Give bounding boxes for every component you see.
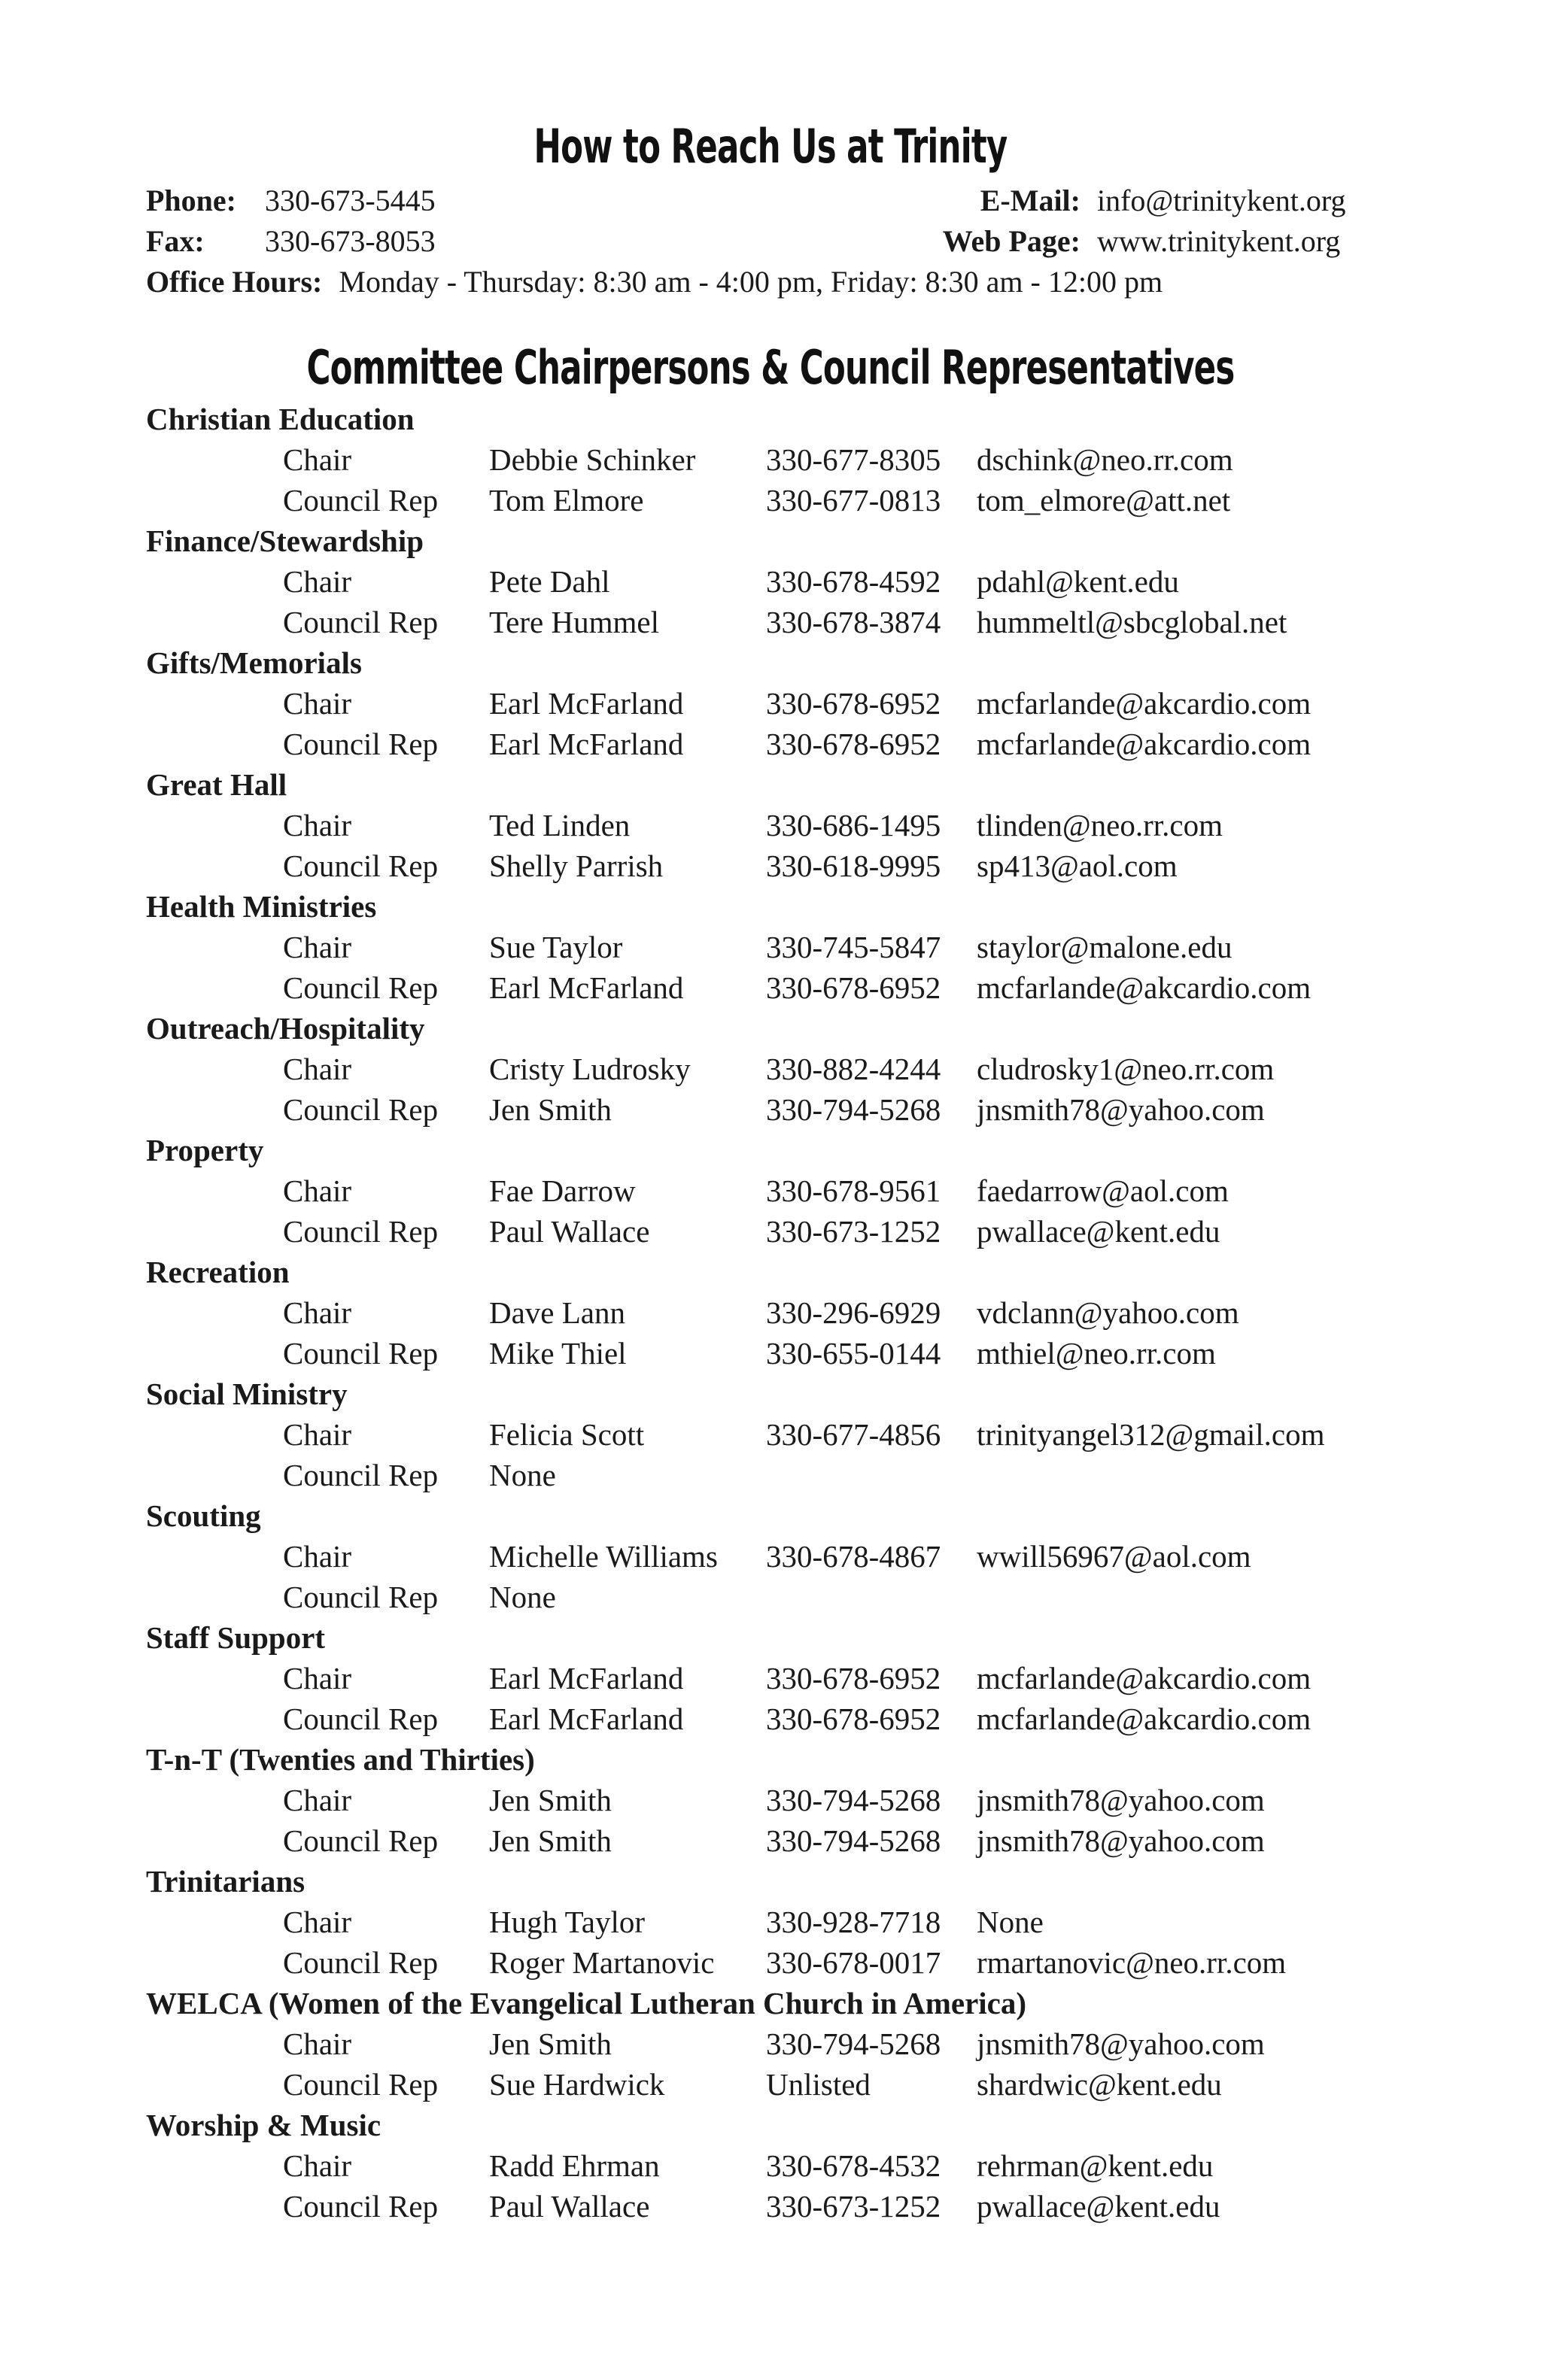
entry-phone: 330-794-5268 <box>766 2026 941 2061</box>
committee-entry <box>146 1414 1425 1455</box>
entry-person-name: Ted Linden <box>489 808 631 842</box>
entry-phone: 330-678-6952 <box>766 686 941 721</box>
committee-group <box>146 1130 1425 1252</box>
committee-entry <box>146 1780 1425 1820</box>
entry-email[interactable]: jnsmith78@yahoo.com <box>977 1823 1265 1858</box>
entry-phone: 330-678-0017 <box>766 1945 941 1980</box>
entry-role: Council Rep <box>283 1823 439 1858</box>
entry-phone: Unlisted <box>766 2067 871 2102</box>
entry-email[interactable]: tom_elmore@att.net <box>977 483 1231 518</box>
entry-phone: 330-678-4532 <box>766 2148 941 2183</box>
committee-name: Social Ministry <box>146 1377 348 1411</box>
entry-phone: 330-673-1252 <box>766 1214 941 1249</box>
entry-phone: 330-678-6952 <box>766 727 941 761</box>
committee-entry <box>146 1089 1425 1130</box>
entry-person-name: Debbie Schinker <box>489 442 696 477</box>
entry-email[interactable]: wwill56967@aol.com <box>977 1539 1251 1574</box>
committee-name: Health Ministries <box>146 889 377 924</box>
entry-role: Council Rep <box>283 1458 439 1492</box>
entry-email[interactable]: cludrosky1@neo.rr.com <box>977 1052 1275 1086</box>
entry-phone: 330-677-8305 <box>766 442 941 477</box>
entry-phone: 330-678-4867 <box>766 1539 941 1574</box>
entry-role: Council Rep <box>283 848 439 883</box>
contact-row-hours <box>146 262 1365 302</box>
entry-person-name: Fae Darrow <box>489 1173 636 1208</box>
committee-entry <box>146 439 1425 480</box>
committee-entry <box>146 1211 1425 1252</box>
entry-email[interactable]: faedarrow@aol.com <box>977 1173 1229 1208</box>
entry-role: Council Rep <box>283 1580 439 1614</box>
entry-email[interactable]: mthiel@neo.rr.com <box>977 1336 1216 1371</box>
committee-entry <box>146 1820 1425 1861</box>
committee-entry <box>146 1902 1425 1942</box>
entry-person-name: Tere Hummel <box>489 605 659 639</box>
email-label: E-Mail: <box>980 184 1081 217</box>
entry-role: Chair <box>283 808 352 842</box>
committee-entry <box>146 724 1425 764</box>
committee-group <box>146 642 1425 764</box>
entry-role: Chair <box>283 442 352 477</box>
committee-name: Staff Support <box>146 1620 326 1655</box>
entry-role: Council Rep <box>283 1945 439 1980</box>
entry-role: Council Rep <box>283 970 439 1005</box>
entry-role: Council Rep <box>283 1702 439 1736</box>
committee-entry <box>146 2064 1425 2105</box>
committee-group <box>146 1739 1425 1861</box>
entry-person-name: Jen Smith <box>489 1823 612 1858</box>
entry-email[interactable]: pwallace@kent.edu <box>977 1214 1220 1249</box>
entry-phone: 330-882-4244 <box>766 1052 941 1086</box>
entry-phone: 330-655-0144 <box>766 1336 941 1371</box>
committee-entry <box>146 1292 1425 1333</box>
committee-name: Great Hall <box>146 767 287 802</box>
committees-title: Committee Chairpersons & Council Representatives <box>306 340 1235 395</box>
entry-person-name: Cristy Ludrosky <box>489 1052 691 1086</box>
committee-entry <box>146 2023 1425 2064</box>
committee-entry <box>146 2145 1425 2186</box>
committee-name: Gifts/Memorials <box>146 645 362 680</box>
entry-person-name: Hugh Taylor <box>489 1905 646 1939</box>
entry-phone: 330-678-3874 <box>766 605 941 639</box>
fax-label: Fax: <box>146 224 205 258</box>
entry-person-name: Felicia Scott <box>489 1417 645 1452</box>
entry-phone: 330-678-4592 <box>766 564 941 599</box>
entry-person-name: Jen Smith <box>489 1092 612 1127</box>
entry-email[interactable]: mcfarlande@akcardio.com <box>977 970 1312 1005</box>
contact-title: How to Reach Us at Trinity <box>533 119 1008 174</box>
entry-person-name: Shelly Parrish <box>489 848 664 883</box>
entry-role: Council Rep <box>283 1336 439 1371</box>
entry-person-name: Earl McFarland <box>489 1702 684 1736</box>
entry-role: Chair <box>283 1417 352 1452</box>
entry-person-name: Paul Wallace <box>489 1214 650 1249</box>
entry-role: Council Rep <box>283 1092 439 1127</box>
entry-email[interactable]: hummeltl@sbcglobal.net <box>977 605 1287 639</box>
committee-name: Scouting <box>146 1498 261 1533</box>
entry-email[interactable]: shardwic@kent.edu <box>977 2067 1222 2102</box>
phone-value: 330-673-5445 <box>265 184 436 217</box>
entry-email[interactable]: jnsmith78@yahoo.com <box>977 1783 1265 1817</box>
contact-info <box>146 181 1365 302</box>
entry-role: Council Rep <box>283 727 439 761</box>
entry-role: Chair <box>283 1539 352 1574</box>
committee-entry <box>146 967 1425 1008</box>
office-hours-value: Monday - Thursday: 8:30 am - 4:00 pm, Friday: 8:30 am - 12:00 pm <box>339 265 1163 299</box>
entry-email[interactable]: pwallace@kent.edu <box>977 2189 1220 2224</box>
committee-entry <box>146 480 1425 521</box>
entry-role: Chair <box>283 1783 352 1817</box>
entry-phone: 330-677-4856 <box>766 1417 941 1452</box>
committee-name: Trinitarians <box>146 1864 305 1899</box>
entry-email[interactable]: sp413@aol.com <box>977 848 1178 883</box>
entry-role: Council Rep <box>283 605 439 639</box>
entry-email[interactable]: vdclann@yahoo.com <box>977 1295 1239 1330</box>
committee-name: Worship & Music <box>146 2108 381 2142</box>
entry-person-name: Tom Elmore <box>489 483 644 518</box>
committee-entry <box>146 1536 1425 1577</box>
entry-email[interactable]: dschink@neo.rr.com <box>977 442 1233 477</box>
entry-role: Chair <box>283 930 352 964</box>
entry-email[interactable]: tlinden@neo.rr.com <box>977 808 1223 842</box>
email-block <box>980 181 1365 221</box>
entry-phone: 330-618-9995 <box>766 848 941 883</box>
committee-group <box>146 521 1425 642</box>
entry-person-name: Earl McFarland <box>489 970 684 1005</box>
entry-phone: 330-678-9561 <box>766 1173 941 1208</box>
entry-person-name: Paul Wallace <box>489 2189 650 2224</box>
entry-person-name: None <box>489 1580 556 1614</box>
committee-entry <box>146 1577 1425 1617</box>
entry-phone: 330-686-1495 <box>766 808 941 842</box>
entry-email[interactable]: mcfarlande@akcardio.com <box>977 727 1312 761</box>
entry-email: None <box>977 1905 1044 1939</box>
office-hours-label: Office Hours: <box>146 265 323 299</box>
entry-role: Chair <box>283 1295 352 1330</box>
entry-phone: 330-794-5268 <box>766 1823 941 1858</box>
entry-person-name: Earl McFarland <box>489 727 684 761</box>
entry-person-name: Dave Lann <box>489 1295 625 1330</box>
entry-email[interactable]: rmartanovic@neo.rr.com <box>977 1945 1287 1980</box>
committee-entry <box>146 602 1425 642</box>
committee-name: T-n-T (Twenties and Thirties) <box>146 1742 535 1777</box>
entry-role: Chair <box>283 1173 352 1208</box>
committee-entry <box>146 683 1425 724</box>
entry-email[interactable]: trinityangel312@gmail.com <box>977 1417 1325 1452</box>
entry-phone: 330-673-1252 <box>766 2189 941 2224</box>
committee-entry <box>146 1455 1425 1495</box>
entry-email[interactable]: mcfarlande@akcardio.com <box>977 1661 1312 1695</box>
committee-entry <box>146 1698 1425 1739</box>
entry-role: Council Rep <box>283 2067 439 2102</box>
entry-phone: 330-794-5268 <box>766 1092 941 1127</box>
committee-group <box>146 764 1425 886</box>
committee-group <box>146 399 1425 521</box>
committee-entry <box>146 1333 1425 1374</box>
entry-person-name: None <box>489 1458 556 1492</box>
entry-role: Chair <box>283 1905 352 1939</box>
entry-role: Chair <box>283 564 352 599</box>
contact-row-phone-email <box>146 181 1365 221</box>
committee-group <box>146 1617 1425 1739</box>
committee-name: Finance/Stewardship <box>146 524 424 558</box>
entry-person-name: Earl McFarland <box>489 1661 684 1695</box>
committee-name: Property <box>146 1133 264 1167</box>
committee-group <box>146 1008 1425 1130</box>
committee-name: Recreation <box>146 1255 290 1289</box>
committee-entry <box>146 845 1425 886</box>
email-value[interactable]: info@trinitykent.org <box>1097 184 1346 217</box>
entry-role: Chair <box>283 1052 352 1086</box>
web-block <box>943 221 1365 262</box>
committee-name: Christian Education <box>146 402 415 436</box>
committee-group <box>146 1983 1425 2105</box>
entry-person-name: Sue Taylor <box>489 930 623 964</box>
committee-name: Outreach/Hospitality <box>146 1011 425 1046</box>
entry-phone: 330-677-0813 <box>766 483 941 518</box>
committee-entry <box>146 1942 1425 1983</box>
entry-phone: 330-794-5268 <box>766 1783 941 1817</box>
entry-person-name: Pete Dahl <box>489 564 610 599</box>
entry-email[interactable]: pdahl@kent.edu <box>977 564 1179 599</box>
entry-email[interactable]: mcfarlande@akcardio.com <box>977 1702 1312 1736</box>
committee-name: WELCA (Women of the Evangelical Lutheran Church in America) <box>146 1986 1027 2020</box>
entry-person-name: Jen Smith <box>489 2026 612 2061</box>
entry-phone: 330-678-6952 <box>766 970 941 1005</box>
entry-role: Chair <box>283 1661 352 1695</box>
committee-group <box>146 886 1425 1008</box>
committee-group <box>146 1374 1425 1495</box>
entry-email[interactable]: jnsmith78@yahoo.com <box>977 2026 1265 2061</box>
entry-phone: 330-678-6952 <box>766 1661 941 1695</box>
entry-phone: 330-296-6929 <box>766 1295 941 1330</box>
entry-person-name: Radd Ehrman <box>489 2148 660 2183</box>
contact-row-fax-web <box>146 221 1365 262</box>
committee-entry <box>146 1049 1425 1089</box>
entry-role: Council Rep <box>283 483 439 518</box>
entry-phone: 330-928-7718 <box>766 1905 941 1939</box>
phone-label: Phone: <box>146 184 236 217</box>
entry-person-name: Sue Hardwick <box>489 2067 665 2102</box>
entry-email[interactable]: mcfarlande@akcardio.com <box>977 686 1312 721</box>
entry-person-name: Mike Thiel <box>489 1336 627 1371</box>
committee-group <box>146 1252 1425 1374</box>
committee-group <box>146 1861 1425 1983</box>
entry-person-name: Jen Smith <box>489 1783 612 1817</box>
entry-phone: 330-745-5847 <box>766 930 941 964</box>
entry-role: Council Rep <box>283 1214 439 1249</box>
entry-phone: 330-678-6952 <box>766 1702 941 1736</box>
entry-role: Chair <box>283 686 352 721</box>
entry-person-name: Earl McFarland <box>489 686 684 721</box>
entry-email[interactable]: staylor@malone.edu <box>977 930 1232 964</box>
web-label: Web Page: <box>942 224 1081 258</box>
entry-role: Chair <box>283 2026 352 2061</box>
entry-role: Council Rep <box>283 2189 439 2224</box>
committee-entry <box>146 2186 1425 2227</box>
committee-group <box>146 1495 1425 1617</box>
committee-entry <box>146 561 1425 602</box>
entry-person-name: Michelle Williams <box>489 1539 718 1574</box>
entry-person-name: Roger Martanovic <box>489 1945 715 1980</box>
entry-email[interactable]: jnsmith78@yahoo.com <box>977 1092 1265 1127</box>
committee-entry <box>146 1170 1425 1211</box>
committee-list <box>146 399 1425 2227</box>
entry-email[interactable]: rehrman@kent.edu <box>977 2148 1214 2183</box>
fax-value: 330-673-8053 <box>265 224 436 258</box>
committee-entry <box>146 927 1425 967</box>
entry-role: Chair <box>283 2148 352 2183</box>
committee-group <box>146 2105 1425 2227</box>
web-value[interactable]: www.trinitykent.org <box>1097 224 1341 258</box>
committee-entry <box>146 805 1425 845</box>
committee-entry <box>146 1658 1425 1698</box>
